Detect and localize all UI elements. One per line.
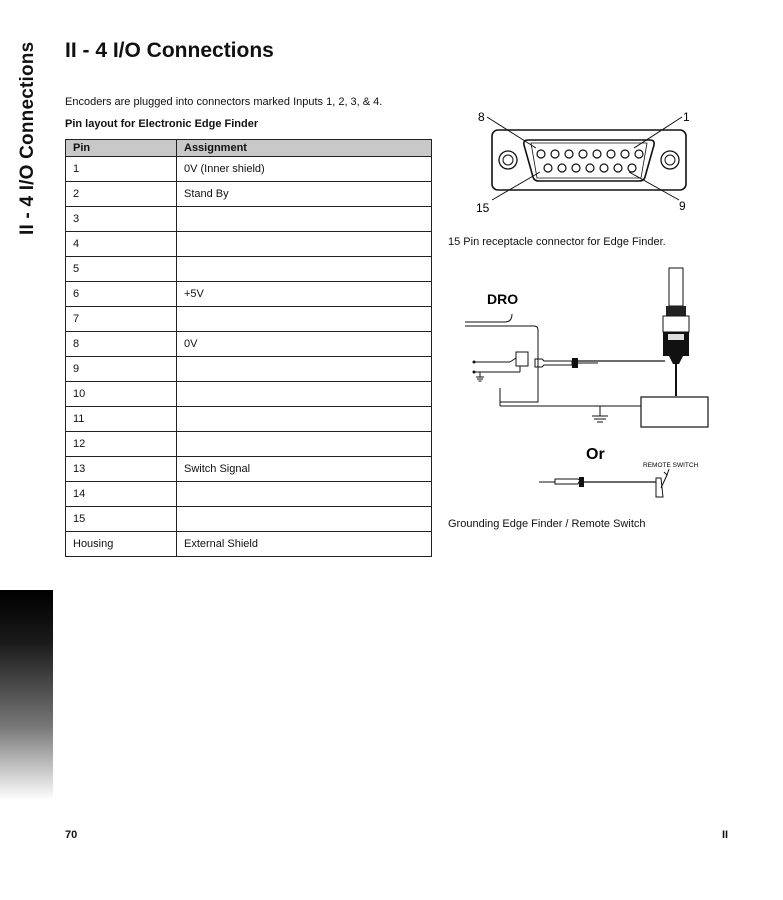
workpiece [641,397,708,427]
pin-8-label: 8 [478,110,485,124]
pin-layout-table [65,139,432,557]
table-row [66,232,432,257]
intro-text: Encoders are plugged into connectors marked Inputs 1, 2, 3, & 4. [65,96,383,108]
pin-cell: 12 [66,432,177,457]
assignment-cell: Stand By [177,182,432,207]
pin-9-label: 9 [679,199,686,213]
pin-cell: Housing [66,532,177,557]
remote-switch [656,478,663,497]
table-row [66,507,432,532]
footer-section: II [722,829,729,841]
remote-switch-plug [555,479,580,484]
table-row [66,532,432,557]
pin-cell: 7 [66,307,177,332]
side-gradient-tab [0,590,53,800]
remote-switch-label: REMOTE SWITCH [643,462,699,469]
assignment-cell [177,482,432,507]
table-row [66,382,432,407]
grounding-caption: Grounding Edge Finder / Remote Switch [448,518,646,530]
leader-line-8 [487,117,536,148]
pin-cell: 9 [66,357,177,382]
pin-cell: 8 [66,332,177,357]
assignment-cell: 0V (Inner shield) [177,157,432,182]
edge-finder-shank [669,268,683,306]
dro-box [465,326,538,402]
assignment-cell: External Shield [177,532,432,557]
table-row [66,207,432,232]
table-header-row [66,140,432,157]
table-row [66,432,432,457]
table-row [66,407,432,432]
pin-cell: 15 [66,507,177,532]
side-section-title: II - 4 I/O Connections [17,42,38,236]
header-pin: Pin [66,140,177,157]
assignment-cell [177,232,432,257]
dro-label: DRO [487,291,519,307]
table-row [66,332,432,357]
assignment-cell: 0V [177,332,432,357]
pin-cell: 10 [66,382,177,407]
assignment-cell: Switch Signal [177,457,432,482]
pin-cell: 5 [66,257,177,282]
table-row [66,482,432,507]
assignment-cell [177,357,432,382]
pin-15-label: 15 [476,201,490,215]
assignment-cell [177,207,432,232]
assignment-cell [177,407,432,432]
table-row [66,457,432,482]
pin-cell: 13 [66,457,177,482]
connector-caption: 15 Pin receptacle connector for Edge Finder. [448,236,666,248]
connector-diagram [474,104,714,216]
pin-cell: 2 [66,182,177,207]
table-row [66,182,432,207]
page-number: 70 [65,829,78,841]
table-caption: Pin layout for Electronic Edge Finder [65,118,259,130]
pin-cell: 3 [66,207,177,232]
plug [535,359,572,367]
mount-hole-right [661,151,679,169]
table-row [66,357,432,382]
page-title: II - 4 I/O Connections [65,39,274,62]
assignment-cell: +5V [177,282,432,307]
ground-symbol [592,406,608,422]
table-row [66,282,432,307]
table-row [66,157,432,182]
table-row [66,307,432,332]
pin-cell: 14 [66,482,177,507]
table-row [66,257,432,282]
dro-jack [516,352,528,366]
mount-hole-left [499,151,517,169]
pin-row-top [537,150,643,158]
edge-finder-body [663,316,689,332]
assignment-cell [177,382,432,407]
assignment-cell [177,307,432,332]
pin-1-label: 1 [683,110,690,124]
pin-cell: 1 [66,157,177,182]
pin-row-bottom [544,164,636,172]
pin-cell: 6 [66,282,177,307]
assignment-cell [177,507,432,532]
assignment-cell [177,257,432,282]
pin-cell: 11 [66,407,177,432]
header-assignment: Assignment [177,140,432,157]
ground-symbol-small [476,372,484,381]
pin-cell: 4 [66,232,177,257]
assignment-cell [177,432,432,457]
grounding-diagram [460,260,720,510]
leader-line-9 [629,172,679,200]
or-label: Or [586,446,605,463]
